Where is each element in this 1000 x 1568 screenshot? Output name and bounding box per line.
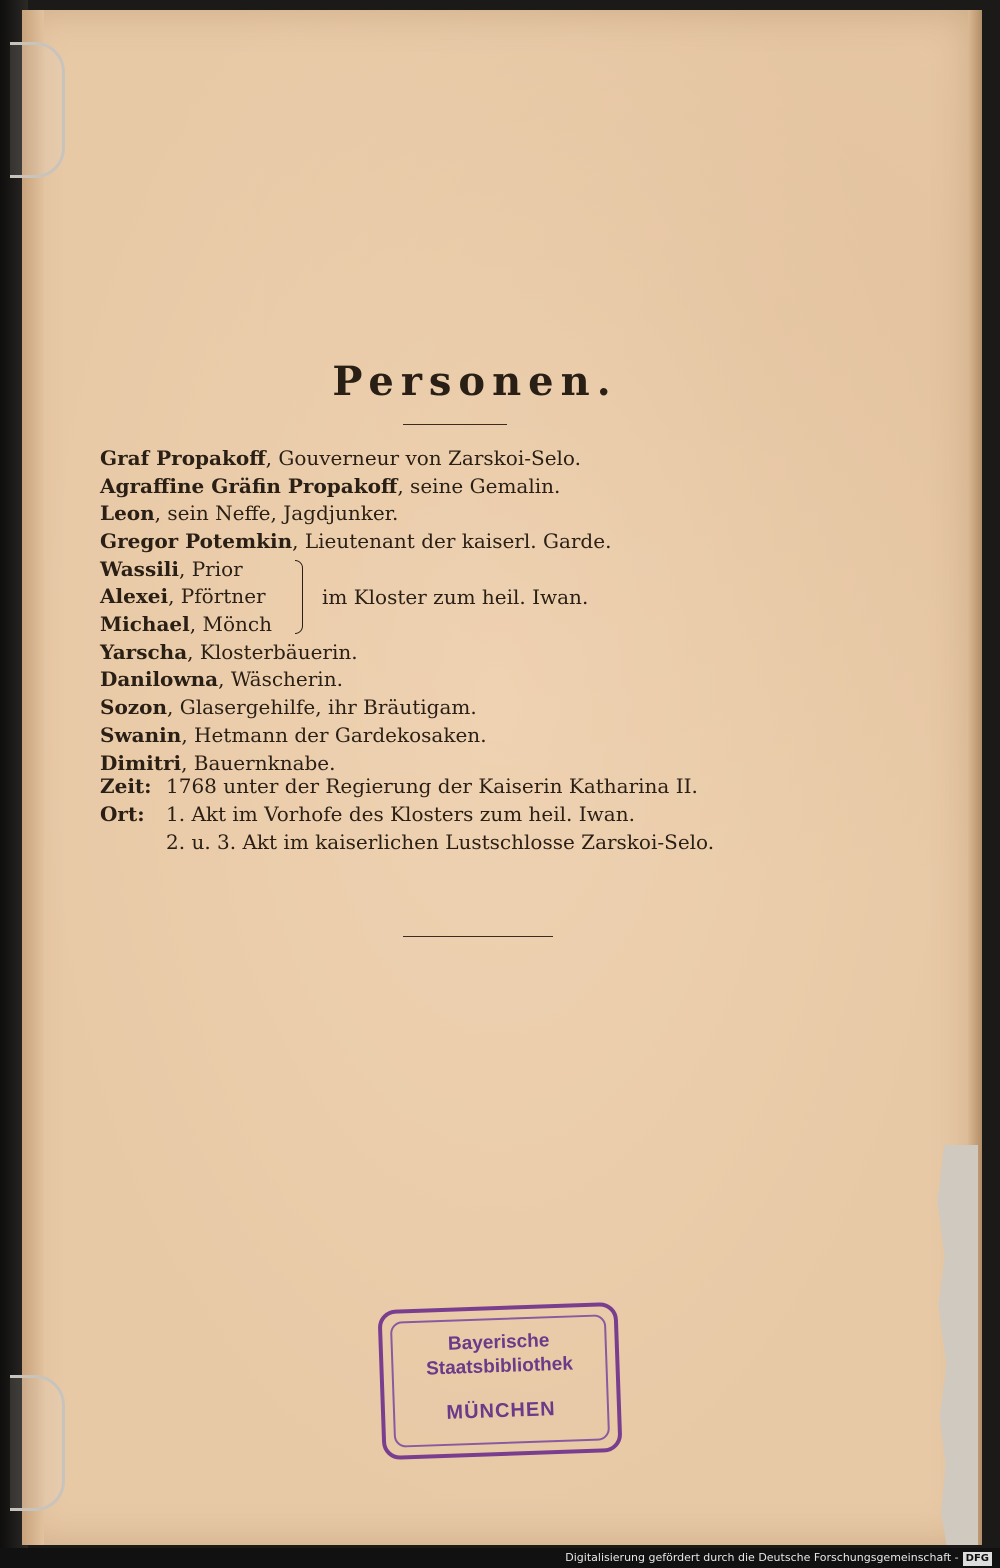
cast-name: Alexei (100, 584, 169, 609)
cast-entry (100, 611, 272, 639)
cast-role: , seine Gemalin. (397, 473, 561, 498)
page-gutter (22, 10, 44, 1545)
cast-entry (100, 722, 820, 750)
stamp-line: MÜNCHEN (446, 1398, 557, 1424)
cast-entry (100, 556, 243, 584)
place-text-2: 2. u. 3. Akt im kaiserlichen Lustschlosse Zarskoi-Selo. (166, 830, 715, 854)
time-place-block (100, 772, 714, 856)
cast-entry (100, 694, 820, 722)
cast-entry (100, 528, 820, 556)
title-divider (403, 424, 507, 425)
cast-role: , Lieutenant der kaiserl. Garde. (292, 529, 612, 554)
cast-name: Agraffine Gräfin Propakoff (100, 473, 398, 498)
time-line (100, 772, 714, 800)
cast-role: , Klosterbäuerin. (187, 639, 358, 664)
cast-name: Swanin (100, 722, 182, 747)
cast-name: Sozon (100, 695, 168, 720)
paper-clip-icon (10, 42, 65, 178)
cast-role: , Wäscherin. (218, 667, 343, 692)
stamp-line: Bayerische (447, 1330, 550, 1355)
paper-clip-icon (10, 1375, 65, 1511)
section-divider (403, 936, 553, 937)
group-location: im Kloster zum heil. Iwan. (322, 584, 589, 609)
cast-role: , Prior (179, 556, 243, 581)
cast-name: Danilowna (100, 667, 219, 692)
place-line (100, 800, 714, 828)
dfg-logo: DFG (963, 1552, 992, 1566)
cast-role: , Glasergehilfe, ihr Bräutigam. (167, 695, 477, 720)
place-label: Ort: (100, 802, 145, 826)
cast-name: Graf Propakoff (100, 446, 266, 470)
cast-entry (100, 666, 820, 694)
place-line-2 (100, 828, 714, 856)
digitization-footer (0, 1548, 1000, 1568)
place-text-1: 1. Akt im Vorhofe des Klosters zum heil. Iwan. (166, 802, 635, 826)
cast-role: , Hetmann der Gardekosaken. (181, 722, 487, 747)
cast-name: Wassili (100, 556, 179, 581)
cast-role: , Mönch (189, 612, 272, 637)
time-text: 1768 unter der Regierung der Kaiserin Katharina II. (166, 774, 698, 798)
page-title: Personen. (332, 358, 618, 405)
stamp-line: Staatsbibliothek (425, 1353, 574, 1380)
footer-text: Digitalisierung gefördert durch die Deutsche Forschungsgemeinschaft - (565, 1551, 959, 1564)
cast-list (100, 445, 820, 777)
cast-entry (100, 583, 266, 611)
cast-name: Michael (100, 612, 190, 637)
monastery-group (100, 556, 820, 639)
cast-role: , Bauernknabe. (181, 750, 336, 775)
cast-entry (100, 639, 820, 667)
cast-role: , Pförtner (168, 584, 266, 609)
cast-entry (100, 473, 820, 501)
cast-role: , Gouverneur von Zarskoi-Selo. (265, 446, 581, 470)
cast-name: Yarscha (100, 639, 188, 664)
cast-role: , sein Neffe, Jagdjunker. (154, 501, 399, 526)
cast-name: Leon (100, 501, 155, 526)
time-label: Zeit: (100, 774, 152, 798)
cast-name: Dimitri (100, 750, 182, 775)
cast-name: Gregor Potemkin (100, 529, 293, 554)
library-stamp (377, 1302, 622, 1460)
brace-icon (295, 560, 303, 634)
cast-entry (100, 500, 820, 528)
cast-entry (100, 445, 820, 473)
